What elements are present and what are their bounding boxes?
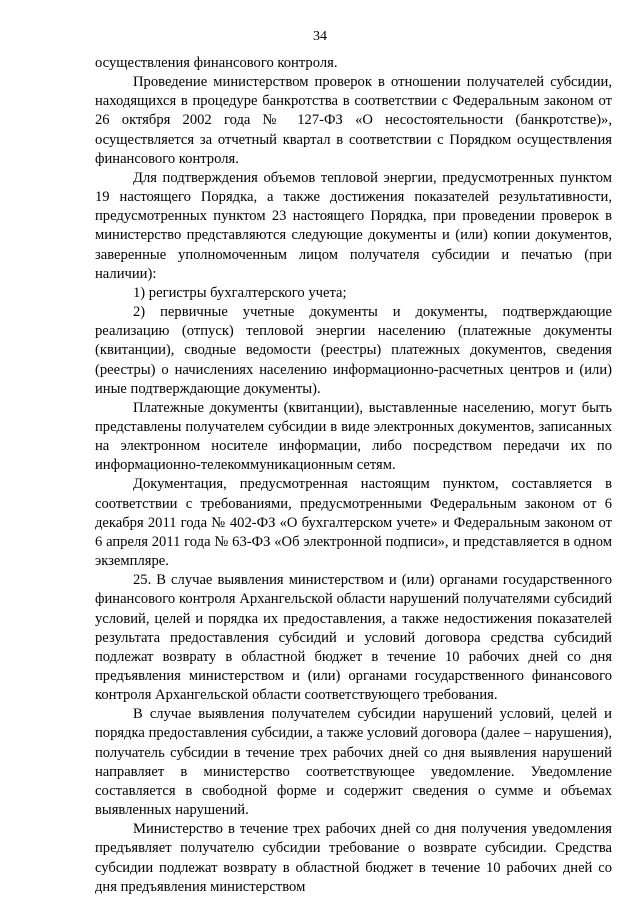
paragraph: Проведение министерством проверок в отношении получателей субсидии, находящихся в процедуре банкротства в соответствии с Федеральным законом от 26 октября 2002 года № 127-ФЗ «О несостоятельности (банкротстве)», осуществляется за отчетный квартал в соответствии с Порядком осуществления финансового контроля.: [95, 74, 612, 167]
paragraph: В случае выявления получателем субсидии нарушений условий, целей и порядка предоставления субсидии, а также условий договора (далее – нарушения), получатель субсидии в течение трех рабочих дней со дня выявления нарушений направляет в министерство соответствующее уведомление. Уведомление составляется в свободной форме и содержит сведения о сумме и объемах выявленных нарушений.: [95, 706, 612, 819]
paragraph: Для подтверждения объемов тепловой энергии, предусмотренных пунктом 19 настоящего Порядка, а также достижения показателей результативности, предусмотренных пунктом 23 настоящего Порядка, при проведении проверок в министерство представляются следующие документы и (или) копии документов, заверенные уполномоченным лицом получателя субсидии и печатью (при наличии):: [95, 169, 612, 282]
paragraph: Платежные документы (квитанции), выставленные населению, могут быть представлены получателем субсидии в виде электронных документов, записанных на электронном носителе информации, либо посредством передачи их по информационно-телекоммуникационным сетям.: [95, 399, 612, 474]
list-item: 2) первичные учетные документы и документы, подтверждающие реализацию (отпуск) тепловой энергии населению (платежные документы (квитанции), сводные ведомости (реестры) платежных документов, сведения (реестры) о начислениях населению информационно-расчетных центров и (или) иные подтверждающие документы).: [95, 304, 612, 397]
document-body: [95, 54, 612, 897]
paragraph: Министерство в течение трех рабочих дней со дня получения уведомления предъявляет получателю субсидии требование о возврате субсидии. Средства субсидии подлежат возврату в областной бюджет в течение 10 рабочих дней со дня предъявления министерством: [95, 821, 612, 895]
paragraph: Документация, предусмотренная настоящим пунктом, составляется в соответствии с требованиями, предусмотренными Федеральным законом от 6 декабря 2011 года № 402-ФЗ «О бухгалтерском учете» и Федеральным законом от 6 апреля 2011 года № 63-ФЗ «Об электронной подписи», и представляется в одном экземпляре.: [95, 476, 612, 570]
page-number: 34: [313, 29, 327, 44]
paragraph: осуществления финансового контроля.: [95, 55, 338, 71]
paragraph: 25. В случае выявления министерством и (или) органами государственного финансового контроля Архангельской области нарушений получателями субсидий условий, целей и порядка их предоставления, а также недостижения показателей результата предоставления субсидий и условий договора средства субсидий подлежат возврату в областной бюджет в течение 10 рабочих дней со дня предъявления министерством и (или) органами государственного финансового контроля Архангельской области соответствующего требования.: [95, 572, 612, 704]
list-item: 1) регистры бухгалтерского учета;: [133, 284, 347, 301]
